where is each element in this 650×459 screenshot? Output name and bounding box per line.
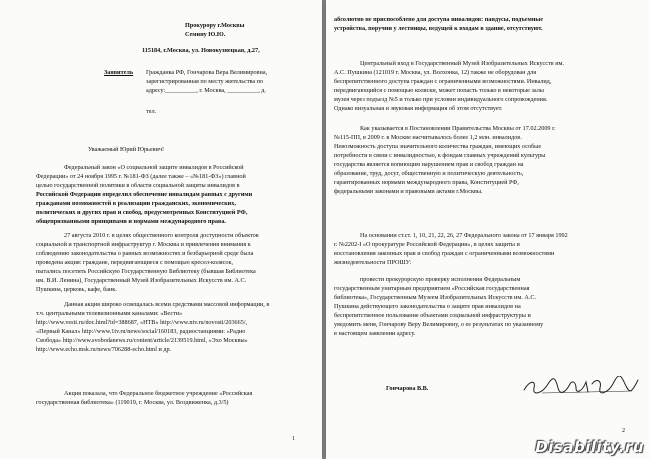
body-line: т.ч. центральными телевизионными каналами: «Вести» xyxy=(36,310,183,317)
body-line: Пушкина действующего законодательства о защите прав инвалидов на xyxy=(334,303,521,310)
body-line: беспрепятственного доступа граждан с ограниченными возможностями. Инвалид, xyxy=(334,78,552,85)
body-line: устройства, поручни у лестницы, ведущей к входам в здание, отсутствуют. xyxy=(334,25,543,32)
body-line: потребности в связи с инвалидностью, к фондам главных учреждений культуры xyxy=(334,152,546,159)
body-line: государственная библиотека» (119019, г. Москва, ул. Воздвиженка, д.3/5) xyxy=(36,399,229,406)
body-line: Свобода» http://www.svobodanews.ru/content/article/2139519.html, «Эхо Москвы» xyxy=(36,337,248,344)
body-line: библиотека», Государственным Музеем Изобразительных Искусств им. А.С. xyxy=(334,294,537,301)
body-line: абсолютно не приспособлено для доступа инвалидов: пандусы, подъемные xyxy=(334,16,543,23)
salutation: Уважаемый Юрий Юрьевич! xyxy=(88,146,165,153)
body-line: государства является вопиющим нарушением прав и свобод граждан на xyxy=(334,161,524,168)
body-line: гражданами возможностей в реализации гражданских, экономических, xyxy=(36,200,236,207)
body-line: им. В.И. Ленина), Государственный Музей Изобразительных Искусств им. А.С. xyxy=(36,277,247,284)
applicant-line: зарегистрированная по месту жительства по xyxy=(146,78,264,85)
body-line: пытались посетить Российскую Государственную Библиотеку (бывшая Библиотека xyxy=(36,268,256,275)
body-line: №115-ПП, в 2009 г. в Москве насчитывалось более 1,2 млн. инвалидов. xyxy=(334,134,522,141)
page-number: 2 xyxy=(622,428,625,434)
body-line: целью государственной политики в области социальной защиты инвалидов в xyxy=(36,182,240,189)
body-line: социальной и транспортной инфраструктур г. Москвы и привлечения внимания к xyxy=(36,241,251,248)
body-line: г. №2202-I «О прокуратуре Российской Федерации», в целях защиты и xyxy=(334,241,520,248)
body-line: Однако визуальная и звуковая информация об этом отсутствует. xyxy=(334,105,503,112)
applicant-label: Заявитель xyxy=(104,69,134,76)
site-watermark: Disability.ru xyxy=(535,438,644,456)
page-number: 1 xyxy=(292,436,295,442)
recipient-address: 115184, г.Москва, ул. Новокузнецкая, д.27, xyxy=(142,47,260,54)
body-line: Центральный вход в Государственный Музей Изобразительных Искусств им. xyxy=(360,60,564,67)
body-line: гарантированных нормами международного права, Конституцией РФ, xyxy=(334,179,519,186)
body-line: соблюдению законодательства о равных возможностях и безбарьерной среде была xyxy=(36,250,254,257)
applicant-line: Гражданка РФ, Гончарова Вера Велимировна, xyxy=(146,69,268,76)
body-line: музея через подъезд №5 и только при условии индивидуального сопровождения. xyxy=(334,96,548,103)
body-line: http://www.echo.msk.ru/news/706288-echo.html и др. xyxy=(36,346,172,353)
applicant-line: тел. xyxy=(146,108,157,115)
body-line: На основании ст.ст. 1, 10, 21, 22, 26, 27 Федерального закона от 17 января 1992 xyxy=(360,232,568,239)
body-line: Пушкина, церковь, кафе, банк. xyxy=(36,286,117,293)
body-line: федеральными законами и правовыми актами г.Москвы. xyxy=(334,188,483,195)
body-line: государственным унитарным предприятием «Российская государственная xyxy=(334,285,530,292)
body-line: http://www.vesti.ru/doc.html?id=388687, «НТВ» http://www.ntv.ru/novosti/203665/, xyxy=(36,319,248,326)
body-line: образование, труд, досуг, общественную и политическую деятельность, xyxy=(334,170,524,177)
body-line: Невозможность доступа значительного количества граждан, имеющих особые xyxy=(334,143,542,150)
body-line: 27 августа 2010 г. в целях общественного контроля доступности объектов xyxy=(64,232,259,239)
handwritten-signature xyxy=(522,376,640,398)
signer-name: Гончарова В.В. xyxy=(386,385,429,392)
body-line: восстановления законных прав и свобод граждан с ограниченными возможностями xyxy=(334,250,555,257)
body-line: беспрепятственное пользование объектами социальной инфраструктуры и xyxy=(334,312,531,319)
body-line: «Первый Канал» http://www.1tv.ru/news/social/160183, радиостанциями: «Радио xyxy=(36,328,246,335)
body-line: Акция показала, что Федеральное бюджетное учреждение «Российская xyxy=(64,390,253,397)
document-page-1 xyxy=(0,0,322,459)
recipient-line: Прокурору г.Москвы xyxy=(185,22,245,29)
body-line: общепризнанными принципами и нормами международного права. xyxy=(36,218,226,225)
body-line: в настоящем заявлении адресу. xyxy=(334,330,416,337)
body-line: провести прокурорскую проверку исполнения Федеральным xyxy=(360,276,521,283)
body-line: уведомить меня, Гончарову Веру Велимировну, о ее результатах по указанному xyxy=(334,321,544,328)
body-line: Российской Федерации определил обеспечение инвалидам равных с другими xyxy=(36,191,253,198)
body-line: жизнедеятельности ПРОШУ: xyxy=(334,259,412,266)
recipient-line: Семину Ю.Ю. xyxy=(185,31,226,38)
applicant-line: адресу:__________, г. Москва, __________, д. xyxy=(146,87,267,94)
body-line: политических и других прав и свобод, предусмотренных Конституцией РФ, xyxy=(36,209,248,216)
body-line: Данная акция широко освещалась всеми средствами массовой информации, в xyxy=(64,301,270,308)
body-line: Как указывается в Постановлении Правительства Москвы от 17.02.2009 г. xyxy=(360,125,556,132)
body-line: Федерации» от 24 ноября 1995 г. №181-ФЗ (далее также – «№181-ФЗ») главной xyxy=(36,173,246,180)
body-line: передвигающийся с помощью коляски, может попасть только в некоторые залы xyxy=(334,87,544,94)
body-line: Федеральный закон «О социальной защите инвалидов в Российской xyxy=(64,164,244,171)
body-line: проведена акция: граждане, передвигающиеся с помощью кресел-колясок, xyxy=(36,259,234,266)
body-line: А.С. Пушкина (121019 г. Москва, ул. Волхонка, 12) также не оборудован для xyxy=(334,69,537,76)
